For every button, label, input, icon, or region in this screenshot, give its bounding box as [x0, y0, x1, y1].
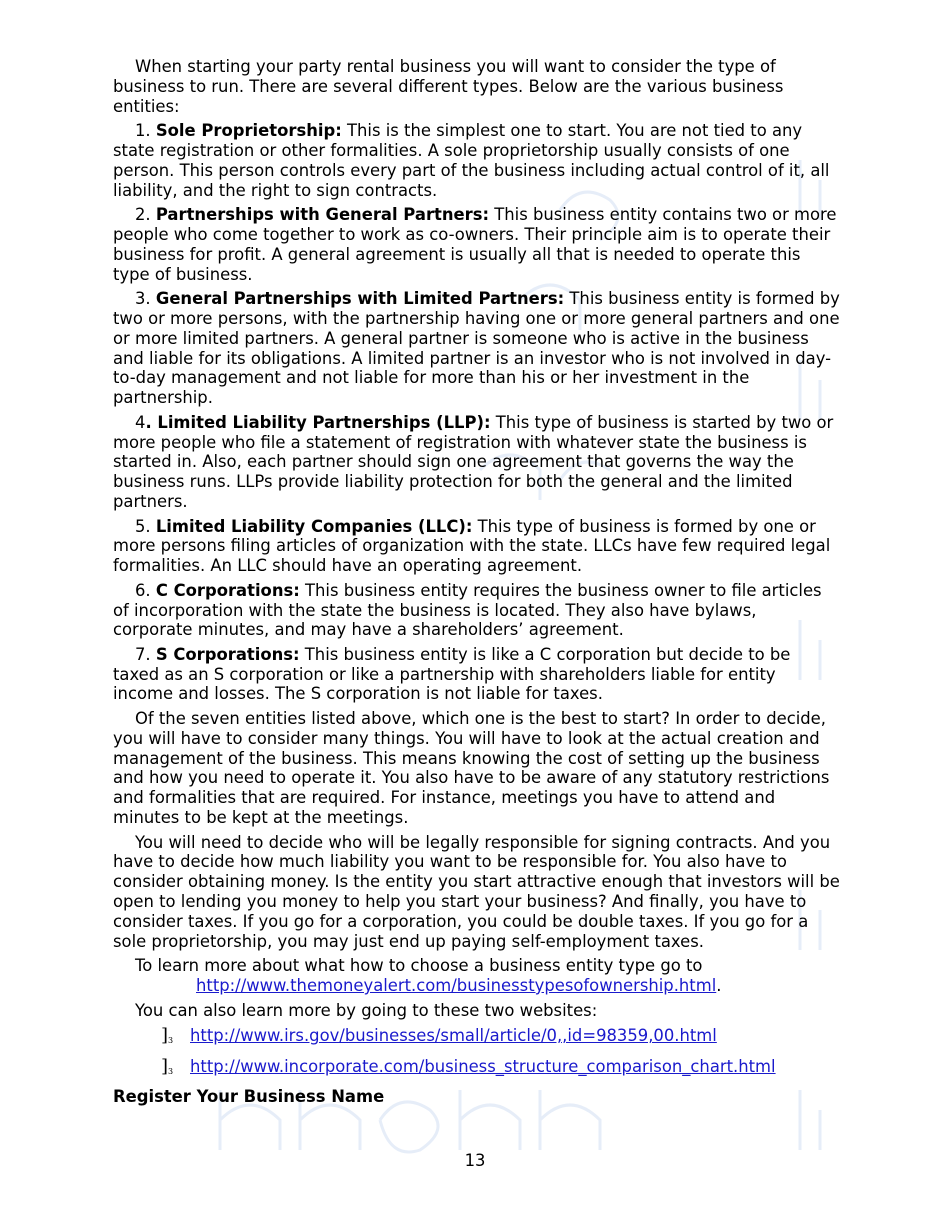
liability-paragraph: You will need to decide who will be legally responsible for signing contracts. And you have to decide how much liability you want to be responsible for. You also have to consider obtaining money. Is the entity you start attractive enough that investors will be open to lending you money to help you start your business? And finally, you have to consider taxes. If you go for a corporation, you could be double taxes. If you go for a sole proprietorship, you may just end up paying self-employment taxes. — [113, 832, 840, 951]
entity-title: S Corporations: — [155, 644, 300, 664]
document-page — [113, 57, 840, 1112]
entity-number: 3. — [135, 289, 156, 309]
entity-item-6 — [113, 581, 840, 640]
entity-text: This type of business is started by two or more people who file a statement of registration with whatever state the business is started in. Also, each partner should sign one agreement that governs the way the business runs. LLPs provide liability protection for both the general and the limited partners. — [113, 412, 834, 511]
learn-more-text: To learn more about what how to choose a business entity type go to — [135, 956, 703, 976]
entity-title: Partnerships with General Partners: — [155, 205, 490, 225]
entity-title: . Limited Liability Partnerships (LLP): — [145, 412, 491, 432]
entity-text: This business entity requires the business owner to file articles of incorporation with the state the business is located. They also have bylaws, corporate minutes, and may have a shareholders’ agreement. — [113, 580, 822, 640]
entity-number: 4 — [135, 412, 146, 432]
intro-paragraph: When starting your party rental business you will want to consider the type of business to run. There are several different types. Below are the various business entities: — [113, 57, 784, 116]
incorporate-link[interactable]: http://www.incorporate.com/business_structure_comparison_chart.html — [190, 1057, 776, 1077]
section-heading: Register Your Business Name — [113, 1087, 385, 1107]
irs-link[interactable]: http://www.irs.gov/businesses/small/article/0,,id=98359,00.html — [190, 1026, 717, 1046]
entity-item-4 — [113, 413, 840, 512]
entity-title: Sole Proprietorship: — [155, 121, 342, 141]
entity-item-1 — [113, 121, 840, 200]
entity-item-3 — [113, 289, 840, 408]
themoneyalert-link[interactable]: http://www.themoneyalert.com/businesstypesofownership.html — [196, 976, 717, 996]
entity-item-7 — [113, 645, 840, 704]
websites-intro-paragraph: You can also learn more by going to these two websites: — [135, 1000, 598, 1020]
entity-item-2 — [113, 205, 840, 284]
bullet-icon: ]$_3$ — [161, 1056, 174, 1078]
entity-text: This type of business is formed by one or more persons filing articles of organization with the state. LLCs have few required legal formalities. An LLC should have an operating agreement. — [113, 516, 831, 576]
entity-title: General Partnerships with Limited Partners: — [155, 289, 565, 309]
entity-text: This business entity contains two or more people who come together to work as co-owners. Their principle aim is to operate their business for profit. A general agreement is usually all that is needed to operate this type of business. — [113, 205, 837, 284]
entity-number: 7. — [135, 644, 156, 664]
entity-text: This business entity is like a C corporation but decide to be taxed as an S corporation or like a partnership with shareholders liable for entity income and losses. The S corporation is not liable for taxes. — [113, 644, 791, 704]
entity-title: Limited Liability Companies (LLC): — [155, 516, 473, 536]
entity-number: 6. — [135, 580, 156, 600]
entity-number: 5. — [135, 516, 156, 536]
bullet-icon: ]$_3$ — [161, 1025, 174, 1047]
entity-number: 1. — [135, 121, 156, 141]
list-item — [113, 1025, 840, 1046]
learn-more-link-line — [113, 976, 840, 996]
entity-item-5 — [113, 517, 840, 576]
page-number: 13 — [464, 1151, 486, 1170]
entity-text: This business entity is formed by two or more persons, with the partnership having one or more general partners and one or more limited partners. A general partner is someone who is active in the business and liable for its obligations. A limited partner is an investor who is not involved in day-to-day management and not liable for more than his or her investment in the partnership. — [113, 289, 840, 408]
entity-text: This is the simplest one to start. You are not tied to any state registration or other formalities. A sole proprietorship usually consists of one person. This person controls every part of the business including actual control of it, all liability, and the right to sign contracts. — [113, 121, 830, 200]
learn-more-paragraph — [113, 956, 840, 996]
list-item — [113, 1056, 840, 1077]
entity-title: C Corporations: — [155, 580, 300, 600]
learn-more-period: . — [716, 976, 722, 996]
decide-paragraph: Of the seven entities listed above, which one is the best to start? In order to decide, you will have to consider many things. You will have to look at the actual creation and management of the business. This means knowing the cost of setting up the business and how you need to operate it. You also have to be aware of any statutory restrictions and formalities that are required. For instance, meetings you have to attend and minutes to be kept at the meetings. — [113, 709, 830, 828]
entity-number: 2. — [135, 205, 156, 225]
website-list — [113, 1025, 840, 1077]
